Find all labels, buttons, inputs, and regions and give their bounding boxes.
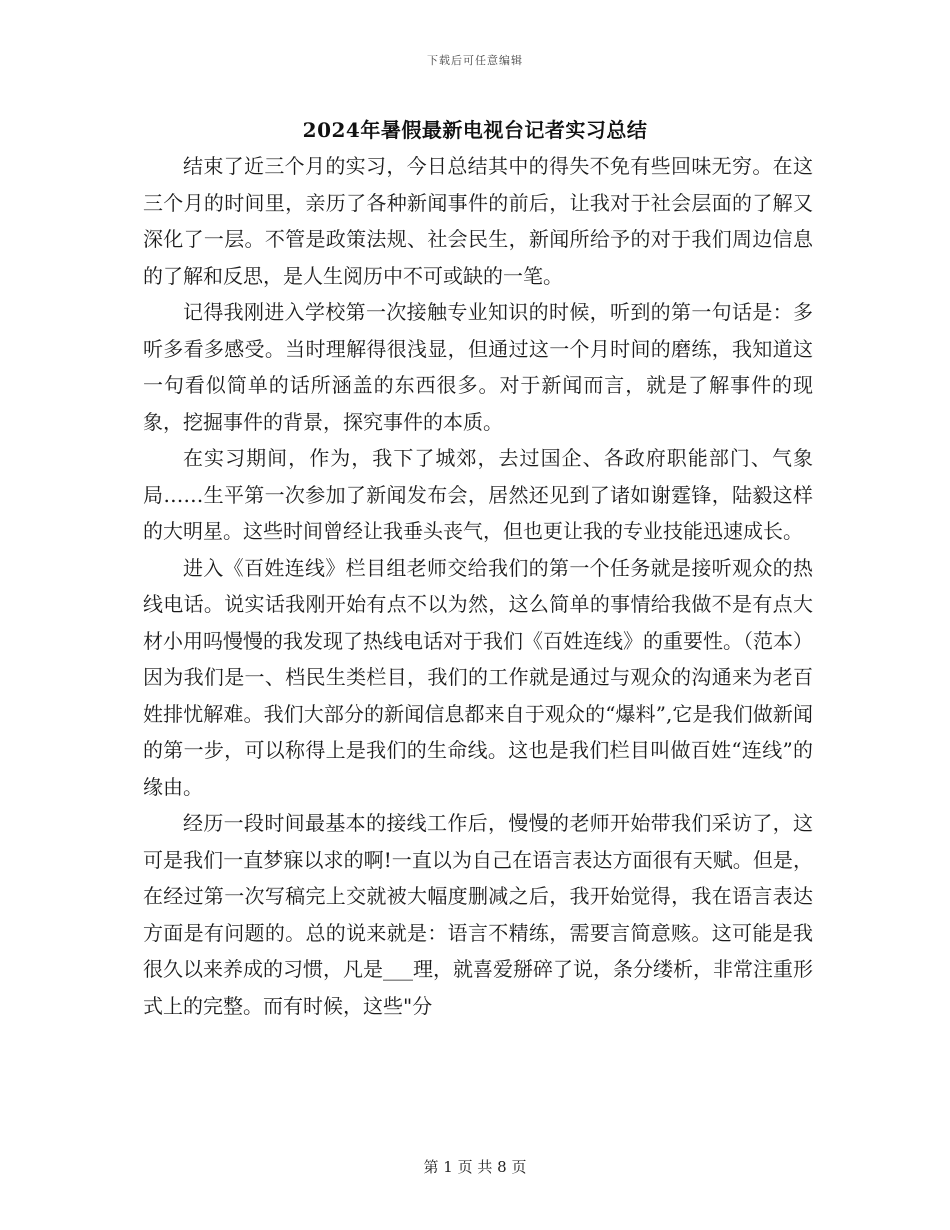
page-footer: 第 1 页 共 8 页: [423, 1158, 527, 1176]
document-title: 2024年暑假最新电视台记者实习总结: [302, 118, 648, 142]
paragraph: 经历一段时间最基本的接线工作后，慢慢的老师开始带我们采访了，这可是我们一直梦寐以求的啊!一直以为自己在语言表达方面很有天赋。但是，在经过第一次写稿完上交就被大幅度删减之后，我开始觉得，我在语言表达方面是有问题的。总的说来就是：语言不精练，需要言简意赅。这可能是我很久以来养成的习惯，凡是___理，就喜爱掰碎了说，条分缕析，非常注重形式上的完整。而有时候，这些"分: [143, 811, 813, 1018]
header-note: 下载后可任意编辑: [427, 54, 523, 67]
paragraph: 结束了近三个月的实习，今日总结其中的得失不免有些回味无穷。在这三个月的时间里，亲历了各种新闻事件的前后，让我对于社会层面的了解又深化了一层。不管是政策法规、社会民生，新闻所给予的对于我们周边信息的了解和反思，是人生阅历中不可或缺的一笔。: [143, 154, 813, 288]
paragraph: 进入《百姓连线》栏目组老师交给我们的第一个任务就是接听观众的热线电话。说实话我刚开始有点不以为然，这么简单的事情给我做不是有点大材小用吗慢慢的我发现了热线电话对于我们《百姓连线》的重要性。（范本）因为我们是一、档民生类栏目，我们的工作就是通过与观众的沟通来为老百姓排忧解难。我们大部分的新闻信息都来自于观众的“爆料”,它是我们做新闻的第一步，可以称得上是我们的生命线。这也是我们栏目叫做百姓“连线”的缘由。: [143, 555, 813, 799]
paragraph: 记得我刚进入学校第一次接触专业知识的时候，听到的第一句话是：多听多看多感受。当时理解得很浅显，但通过这一个月时间的磨练，我知道这一句看似简单的话所涵盖的东西很多。对于新闻而言，就是了解事件的现象，挖掘事件的背景，探究事件的本质。: [143, 300, 813, 434]
paragraph: 在实习期间，作为，我下了城郊，去过国企、各政府职能部门、气象局……生平第一次参加了新闻发布会，居然还见到了诸如谢霆锋，陆毅这样的大明星。这些时间曾经让我垂头丧气，但也更让我的专业技能迅速成长。: [143, 446, 813, 543]
document-body: [143, 148, 813, 1024]
